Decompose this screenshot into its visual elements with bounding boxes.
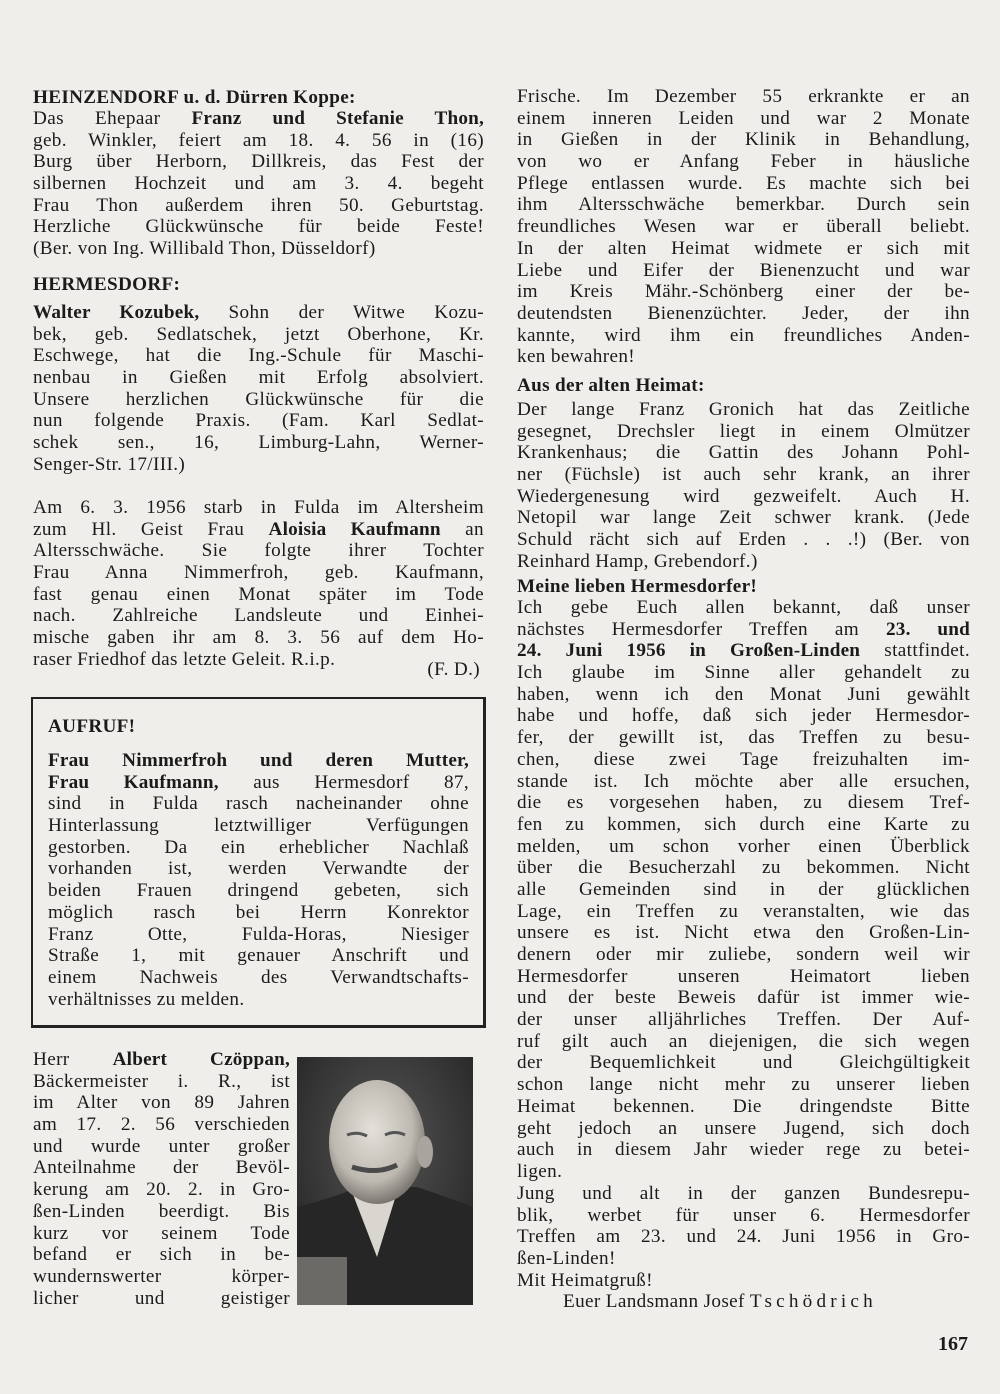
- text-line: [517, 108, 970, 130]
- text-segment: ner (Füchsle) ist auch sehr krank, an ihrer: [517, 464, 970, 486]
- signature-name: Tschödrich: [749, 1291, 877, 1312]
- text-segment: In der alten Heimat widmete er sich mit: [517, 237, 970, 259]
- text-line: [33, 1114, 290, 1136]
- text-line: [517, 1139, 970, 1161]
- text-line: [33, 173, 484, 195]
- text-segment: Herzliche Glückwünsche für beide Feste!: [33, 216, 484, 238]
- text-segment: Burg über Herborn, Dillkreis, das Fest der: [33, 151, 484, 173]
- text-line: [517, 749, 970, 771]
- text-segment: zum Hl. Geist Frau: [33, 518, 269, 540]
- text-segment: ruf gilt auch an diejenigen, die sich wegen: [517, 1030, 970, 1052]
- text-segment: gestorben. Da ein erheblicher Nachlaß: [48, 836, 469, 858]
- text-segment: Frau Anna Nimmerfroh, geb. Kaufmann,: [33, 562, 484, 584]
- text-segment: in Gießen in der Klinik in Behandlung,: [517, 129, 970, 151]
- bold-text: Walter Kozubek,: [33, 302, 200, 323]
- text-segment: an: [440, 518, 484, 540]
- text-segment: verhältnisses zu melden.: [48, 988, 245, 1010]
- text-segment: Liebe und Eifer der Bienenzucht und war: [517, 259, 970, 281]
- text-line: [517, 966, 970, 988]
- text-line: [517, 857, 970, 879]
- text-segment: Bäckermeister i. R., ist: [33, 1070, 290, 1092]
- text-segment: beiden Frauen dringend gebeten, sich: [48, 880, 469, 902]
- text-line: [517, 944, 970, 966]
- text-line: [33, 432, 484, 454]
- text-segment: ßen-Linden beerdigt. Bis: [33, 1200, 290, 1222]
- text-line: [517, 464, 970, 486]
- text-segment: ihm Altersschwäche bemerkbar. Durch sein: [517, 194, 970, 216]
- text-line: [33, 1136, 290, 1158]
- text-segment: Das Ehepaar: [33, 108, 192, 129]
- text-line: [33, 302, 484, 324]
- text-segment: die es vorgesehen haben, zu diesem Tref-: [517, 792, 970, 814]
- text-line: [48, 837, 469, 859]
- text-line: [517, 879, 970, 901]
- text-segment: raser Friedhof das letzte Geleit. R.i.p.: [33, 648, 336, 670]
- bold-text: 23. und: [886, 618, 970, 640]
- text-segment: fast genau einen Monat später im Tode: [33, 583, 484, 605]
- text-line: [517, 151, 970, 173]
- text-line: [517, 486, 970, 508]
- text-segment: Frische. Im Dezember 55 erkrankte er an: [517, 86, 970, 107]
- text-segment: nenbau in Gießen mit Erfolg absolviert.: [33, 367, 484, 389]
- letter-signature: [517, 1291, 970, 1313]
- text-line: [33, 519, 484, 541]
- text-line: [517, 727, 970, 749]
- text-line: [517, 1226, 970, 1248]
- text-segment: am 17. 2. 56 verschieden: [33, 1114, 290, 1136]
- text-segment: Ich glaube im Sinne aller gehandelt zu: [517, 662, 970, 684]
- text-segment: Heimat bekennen. Die dringendste Bitte: [517, 1095, 970, 1117]
- text-line: [517, 399, 970, 421]
- text-segment: alle Gemeinden sind in der glücklichen: [517, 878, 970, 900]
- hermesdorf-heading: HERMESDORF:: [33, 274, 181, 295]
- text-segment: gesegnet, Drechsler liegt in einem Olmützer: [517, 420, 970, 442]
- text-segment: Anteilnahme der Bevöl-: [33, 1157, 290, 1179]
- text-line: [33, 1071, 290, 1093]
- text-line: [517, 922, 970, 944]
- text-segment: haben, wenn ich den Monat Juni gewählt: [517, 683, 970, 705]
- kozubek-paragraph: [33, 302, 484, 476]
- heinzendorf-heading: HEINZENDORF u. d. Dürren Koppe:: [33, 87, 356, 108]
- text-line: [517, 1031, 970, 1053]
- text-line: [33, 389, 484, 411]
- text-segment: Krankenhaus; die Gattin des Johann Pohl-: [517, 442, 970, 464]
- letter-heading: Meine lieben Hermesdorfer!: [517, 576, 758, 597]
- text-segment: aus Hermesdorf 87,: [218, 771, 469, 793]
- alte-heimat-paragraph: [517, 399, 970, 573]
- text-segment: Am 6. 3. 1956 starb in Fulda im Altersheim: [33, 497, 484, 518]
- text-line: [33, 1201, 290, 1223]
- text-line: [517, 619, 970, 641]
- text-line: [517, 194, 970, 216]
- text-segment: einem inneren Leiden und war 2 Monate: [517, 107, 970, 129]
- text-line: [517, 529, 970, 551]
- text-segment: deutendsten Bienenzüchter. Jeder, der ihn: [517, 302, 970, 324]
- text-line: [48, 945, 469, 967]
- text-line: [33, 1049, 290, 1071]
- text-line: [48, 750, 469, 772]
- text-line: [517, 987, 970, 1009]
- text-line: [33, 151, 484, 173]
- text-line: [517, 281, 970, 303]
- text-line: [517, 1183, 970, 1205]
- text-line: [517, 901, 970, 923]
- text-segment: fer, der gewillt ist, das Treffen zu besu-: [517, 727, 970, 749]
- text-segment: Herr: [33, 1049, 113, 1070]
- text-segment: Jung und alt in der ganzen Bundesrepu-: [517, 1183, 970, 1204]
- text-line: [33, 216, 484, 238]
- text-line: [517, 1052, 970, 1074]
- text-segment: vorhanden ist, werden Verwandte der: [48, 858, 469, 880]
- text-line: [517, 1009, 970, 1031]
- text-segment: freundliches Wesen war er überall beliebt.: [517, 216, 970, 238]
- text-segment: Eschwege, hat die Ing.-Schule für Maschi-: [33, 345, 484, 367]
- text-segment: Wiedergenesung wird gezweifelt. Auch H.: [517, 485, 970, 507]
- text-segment: stattfindet.: [860, 640, 970, 662]
- text-segment: von wo er Anfang Feber in häusliche: [517, 151, 970, 173]
- text-line: [33, 1157, 290, 1179]
- text-segment: und wurde unter großer: [33, 1135, 290, 1157]
- text-line: [33, 1244, 290, 1266]
- text-segment: kurz vor seinem Tode: [33, 1222, 290, 1244]
- text-segment: einem Nachweis des Verwandtschafts-: [48, 966, 469, 988]
- text-segment: Hinterlassung letztwilliger Verfügungen: [48, 815, 469, 837]
- text-segment: über die Besucherzahl zu bekommen. Nicht: [517, 857, 970, 879]
- text-line: [517, 238, 970, 260]
- text-line: [48, 967, 469, 989]
- text-line: [517, 684, 970, 706]
- bold-text: 24. Juni 1956 in Großen-Linden: [517, 640, 861, 662]
- text-segment: geht jedoch an unsere Jugend, sich doch: [517, 1117, 970, 1139]
- text-line: [33, 1288, 290, 1310]
- text-segment: ken bewahren!: [517, 346, 636, 368]
- text-line: [517, 814, 970, 836]
- text-line: [33, 497, 484, 519]
- text-line: [33, 130, 484, 152]
- text-line: [48, 858, 469, 880]
- text-segment: nach. Zahlreiche Landsleute und Einhei-: [33, 605, 484, 627]
- letter-paragraph: [517, 597, 970, 1183]
- text-segment: sind in Fulda rasch nacheinander ohne: [48, 793, 469, 815]
- text-segment: Unsere herzlichen Glückwünsche für die: [33, 388, 484, 410]
- text-line: [48, 793, 469, 815]
- text-line: [33, 1223, 290, 1245]
- text-segment: ßen-Linden!: [517, 1248, 616, 1270]
- text-line: [517, 1248, 970, 1270]
- text-line: [517, 662, 970, 684]
- text-segment: Der lange Franz Gronich hat das Zeitliche: [517, 399, 970, 420]
- text-segment: Lage, ein Treffen zu veranstalten, wie das: [517, 900, 970, 922]
- aufruf-paragraph: [48, 750, 469, 1010]
- portrait-photo: [297, 1057, 473, 1305]
- text-line: [33, 195, 484, 217]
- alte-heimat-heading: Aus der alten Heimat:: [517, 375, 705, 396]
- signature-prefix: Euer Landsmann Josef: [563, 1291, 750, 1312]
- text-line: [517, 346, 970, 368]
- text-line: [33, 238, 484, 260]
- text-line: [517, 1074, 970, 1096]
- text-segment: stande ist. Ich möchte aber alle ersuchen,: [517, 770, 970, 792]
- text-segment: blik, werbet für unser 6. Hermesdorfer: [517, 1204, 970, 1226]
- text-line: [517, 1096, 970, 1118]
- text-line: [48, 815, 469, 837]
- aufruf-heading: AUFRUF!: [48, 716, 136, 737]
- bold-text: Frau Kaufmann,: [48, 771, 219, 793]
- text-line: [33, 410, 484, 432]
- text-segment: (Ber. von Ing. Willibald Thon, Düsseldorf): [33, 238, 376, 260]
- text-segment: möglich rasch bei Herrn Konrektor: [48, 901, 469, 923]
- czoeppan-obituary-paragraph: [33, 1049, 290, 1309]
- text-segment: silbernen Hochzeit und am 3. 4. begeht: [33, 173, 484, 195]
- text-segment: im Alter von 89 Jahren: [33, 1092, 290, 1114]
- text-segment: der unser alljährliches Treffen. Der Auf-: [517, 1009, 970, 1031]
- text-line: [48, 880, 469, 902]
- text-line: [517, 705, 970, 727]
- text-segment: unsere es ist. Nicht etwa den Großen-Lin-: [517, 922, 970, 944]
- text-line: [48, 902, 469, 924]
- text-segment: geb. Winkler, feiert am 18. 4. 56 in (16): [33, 129, 484, 151]
- text-segment: schon lange nicht mehr zu unserer lieben: [517, 1074, 970, 1096]
- text-segment: Franz Otte, Fulda-Horas, Niesiger: [48, 923, 469, 945]
- text-segment: kerung am 20. 2. in Gro-: [33, 1179, 290, 1201]
- text-line: [33, 627, 484, 649]
- text-segment: schek sen., 16, Limburg-Lahn, Werner-: [33, 432, 484, 454]
- text-segment: Frau Thon außerdem ihren 50. Geburtstag.: [33, 194, 484, 216]
- text-segment: Straße 1, mit genauer Anschrift und: [48, 945, 469, 967]
- kaufmann-signature: (F. D.): [427, 659, 480, 680]
- text-line: [33, 562, 484, 584]
- text-segment: chen, diese zwei Tage freizuhalten im-: [517, 748, 970, 770]
- text-segment: melden, um schon vorher einen Überblick: [517, 835, 970, 857]
- text-line: [517, 1118, 970, 1140]
- text-line: [48, 989, 469, 1011]
- kaufmann-obituary-paragraph: [33, 497, 484, 671]
- text-segment: Hermesdorfer unseren Heimatort lieben: [517, 965, 970, 987]
- text-line: [517, 1205, 970, 1227]
- obituary-continuation-paragraph: [517, 86, 970, 368]
- text-line: [33, 324, 484, 346]
- text-line: [517, 421, 970, 443]
- text-line: [33, 584, 484, 606]
- page-number: 167: [938, 1333, 968, 1355]
- text-segment: bek, geb. Sedlatschek, jetzt Oberhone, Kr.: [33, 323, 484, 345]
- text-line: [33, 1266, 290, 1288]
- bold-text: Frau Nimmerfroh und deren Mutter,: [48, 750, 469, 771]
- text-segment: Sohn der Witwe Kozu-: [199, 302, 484, 323]
- text-segment: Reinhard Hamp, Grebendorf.): [517, 550, 758, 572]
- greeting: Mit Heimatgruß!: [517, 1270, 653, 1291]
- text-segment: Altersschwäche. Sie folgte ihrer Tochter: [33, 540, 484, 562]
- text-line: [517, 260, 970, 282]
- text-segment: denern oder mir zuliebe, sondern weil wir: [517, 944, 970, 965]
- text-segment: Treffen am 23. und 24. Juni 1956 in Gro-: [517, 1226, 970, 1248]
- text-segment: auch in diesem Jahr wieder rege zu betei-: [517, 1139, 970, 1161]
- text-line: [517, 442, 970, 464]
- bold-text: Albert Czöppan,: [112, 1049, 290, 1070]
- text-line: [33, 1179, 290, 1201]
- text-segment: Ich gebe Euch allen bekannt, daß unser: [517, 597, 970, 618]
- text-line: [517, 173, 970, 195]
- text-segment: befand er sich in be-: [33, 1244, 290, 1266]
- appeal-paragraph: [517, 1183, 970, 1270]
- text-line: [33, 367, 484, 389]
- text-line: [33, 108, 484, 130]
- text-line: [517, 303, 970, 325]
- text-segment: nächstes Hermesdorfer Treffen am: [517, 618, 887, 640]
- text-line: [33, 1092, 290, 1114]
- text-line: [33, 540, 484, 562]
- text-line: [517, 792, 970, 814]
- text-segment: wundernswerter körper-: [33, 1265, 290, 1287]
- bold-text: Aloisia Kaufmann: [268, 518, 441, 540]
- text-line: [517, 86, 970, 108]
- text-line: [517, 551, 970, 573]
- text-line: [517, 507, 970, 529]
- text-segment: ligen.: [517, 1160, 563, 1182]
- text-line: [517, 640, 970, 662]
- text-line: [517, 216, 970, 238]
- bold-text: Franz und Stefanie Thon,: [191, 108, 484, 129]
- text-line: [517, 1161, 970, 1183]
- text-segment: mische gaben ihr am 8. 3. 56 auf dem Ho-: [33, 627, 484, 649]
- text-line: [48, 772, 469, 794]
- text-line: [517, 836, 970, 858]
- text-segment: Netopil war lange Zeit schwer krank. (Jede: [517, 507, 970, 529]
- text-segment: fen zu kommen, sich durch eine Karte zu: [517, 813, 970, 835]
- text-segment: licher und geistiger: [33, 1287, 290, 1309]
- text-line: [33, 605, 484, 627]
- thon-anniversary-paragraph: [33, 108, 484, 260]
- text-segment: kannte, wird ihm ein freundliches Anden-: [517, 324, 970, 346]
- text-line: [33, 345, 484, 367]
- text-line: [517, 597, 970, 619]
- text-line: [33, 454, 484, 476]
- text-segment: Pflege entlassen wurde. Es machte sich bei: [517, 172, 970, 194]
- text-segment: Schuld rächt sich auf Erden . . .!) (Ber. von: [517, 529, 970, 551]
- text-line: [48, 924, 469, 946]
- text-line: [517, 325, 970, 347]
- text-segment: im Kreis Mähr.-Schönberg einer der be-: [517, 281, 970, 303]
- text-segment: habe und hoffe, daß sich jeder Hermesdor-: [517, 705, 970, 727]
- text-segment: nun folgende Praxis. (Fam. Karl Sedlat-: [33, 410, 484, 432]
- text-segment: der Bequemlichkeit und Gleichgültigkeit: [517, 1052, 970, 1074]
- text-line: [517, 129, 970, 151]
- text-segment: Senger-Str. 17/III.): [33, 453, 186, 475]
- text-segment: und der beste Beweis dafür ist immer wie-: [517, 987, 970, 1009]
- text-line: [517, 771, 970, 793]
